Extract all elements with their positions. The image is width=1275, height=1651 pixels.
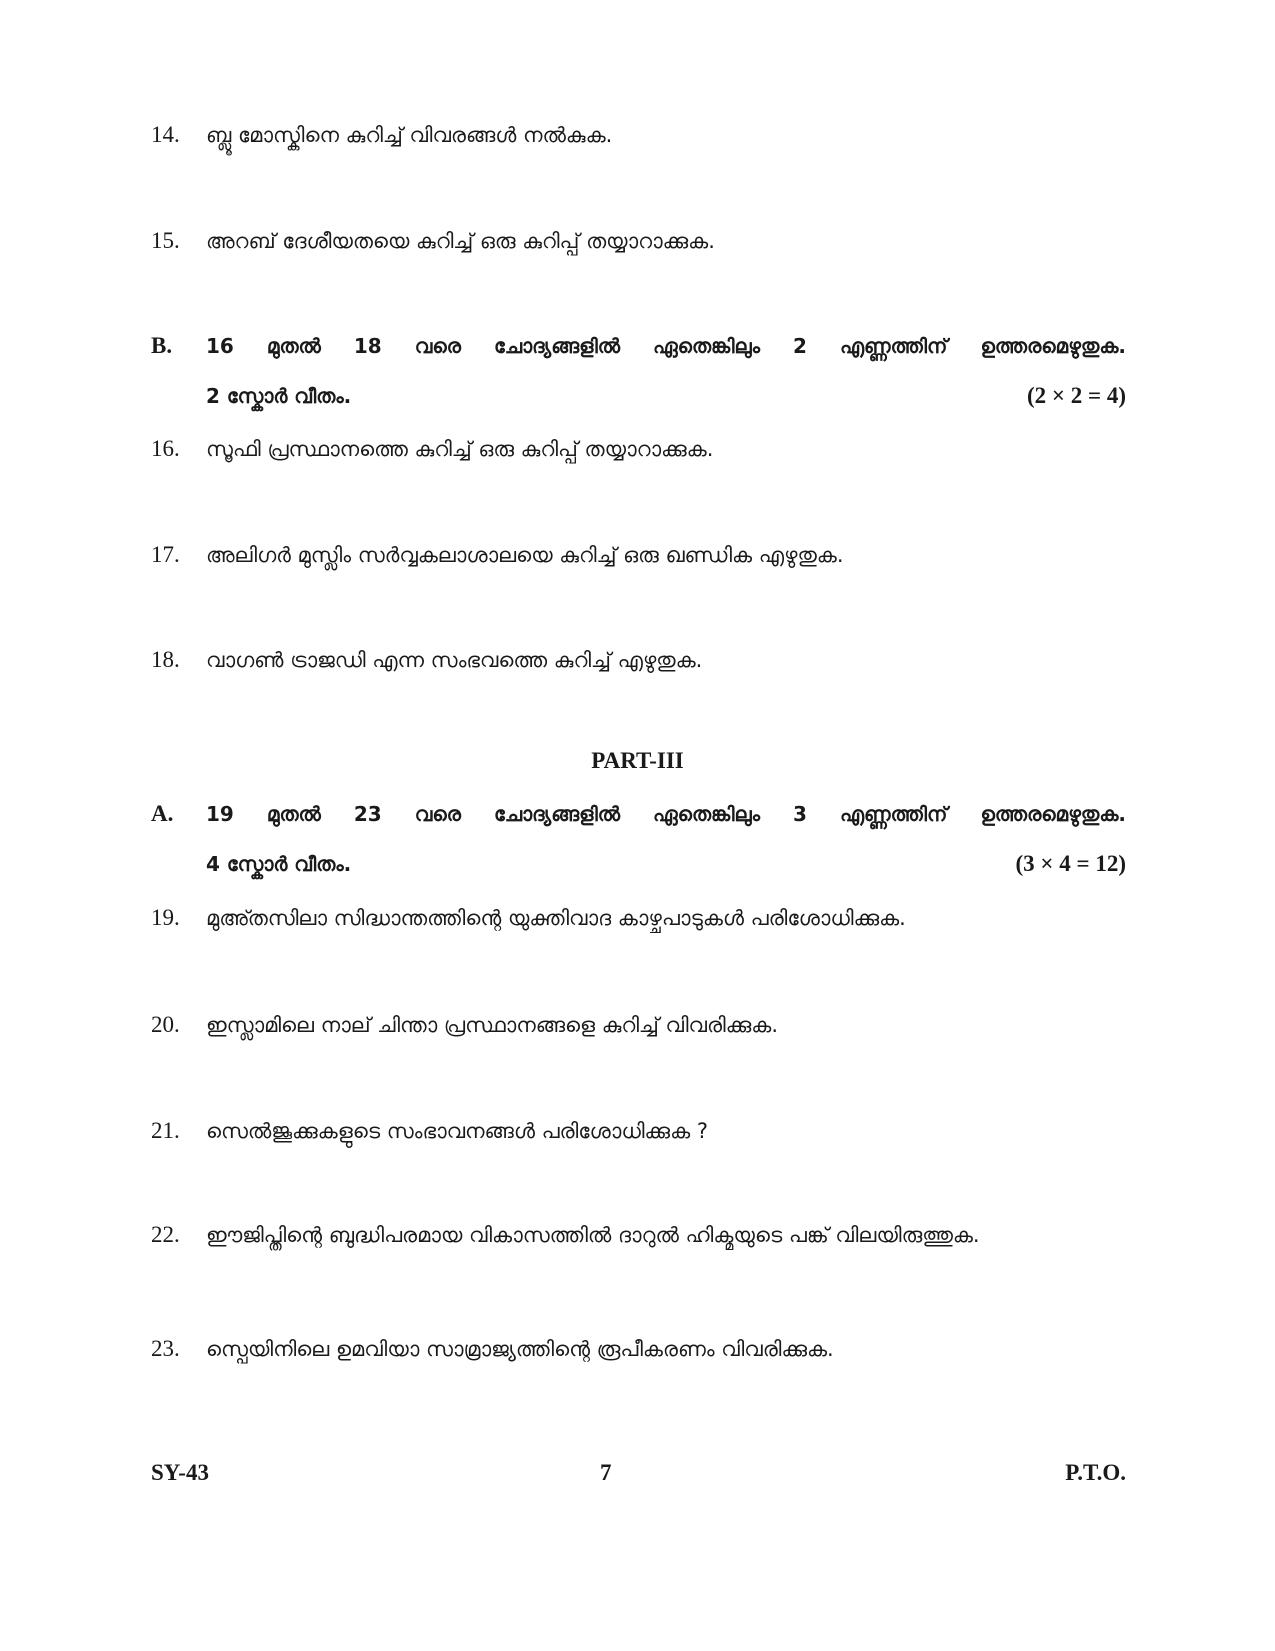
question-number: 16.: [151, 436, 180, 461]
question-text: ഇസ്ലാമിലെ നാല് ചിന്താ പ്രസ്ഥാനങ്ങളെ കുറിച്ച് വിവരിക്കുക.: [206, 1013, 779, 1037]
question-text: അലിഗർ മുസ്ലിം സർവ്വകലാശാലയെ കുറിച്ച് ഒരു ഖണ്ഡിക എഴുതുക.: [206, 543, 844, 567]
part-title: PART-III: [591, 748, 684, 773]
instruction-text: 16 മുതൽ 18 വരെ ചോദ്യങ്ങളിൽ ഏതെങ്കിലും 2 എണ്ണത്തിന് ഉത്തരമെഴുതുക.: [206, 334, 1126, 358]
marks-formula: (2 × 2 = 4): [1026, 383, 1126, 408]
footer-page-number: 7: [600, 1460, 612, 1485]
marks-formula: (3 × 4 = 12): [1015, 851, 1126, 876]
question-number: 19.: [151, 905, 180, 930]
question-number: 17.: [151, 542, 180, 567]
question-text: അറബ് ദേശീയതയെ കുറിച്ച് ഒരു കുറിപ്പ് തയ്യാറാക്കുക.: [206, 229, 715, 253]
question-text: സെൽജൂക്കുകളുടെ സംഭാവനങ്ങൾ പരിശോധിക്കുക ?: [206, 1119, 708, 1143]
question-number: 21.: [151, 1118, 180, 1143]
question-number: 15.: [151, 228, 180, 253]
question-text: ഈജിപ്തിന്റെ ബുദ്ധിപരമായ വികാസത്തിൽ ദാറുൽ ഹിക്മയുടെ പങ്ക് വിലയിരുത്തുക.: [206, 1223, 980, 1247]
question-number: 18.: [151, 647, 180, 672]
section-letter: B.: [151, 333, 173, 358]
instruction-text: 19 മുതൽ 23 വരെ ചോദ്യങ്ങളിൽ ഏതെങ്കിലും 3 എണ്ണത്തിന് ഉത്തരമെഴുതുക.: [206, 802, 1126, 826]
question-text: സ്പെയിനിലെ ഉമവിയാ സാമ്രാജ്യത്തിന്റെ രൂപീകരണം വിവരിക്കുക.: [206, 1337, 834, 1361]
question-number: 20.: [151, 1012, 180, 1037]
question-number: 23.: [151, 1336, 180, 1361]
question-text: വാഗൺ ട്രാജഡി എന്ന സംഭവത്തെ കുറിച്ച് എഴുതുക.: [206, 648, 703, 672]
question-text: സൂഫി പ്രസ്ഥാനത്തെ കുറിച്ച് ഒരു കുറിപ്പ് തയ്യാറാക്കുക.: [206, 437, 714, 461]
footer-pto: P.T.O.: [1065, 1460, 1126, 1485]
section-letter: A.: [151, 801, 174, 826]
footer-code: SY-43: [151, 1460, 209, 1485]
question-number: 14.: [151, 122, 180, 147]
question-number: 22.: [151, 1222, 180, 1247]
score-text: 2 സ്കോർ വീതം.: [206, 384, 352, 408]
question-text: ബ്ലൂ മോസ്കിനെ കുറിച്ച് വിവരങ്ങൾ നൽകുക.: [206, 123, 613, 147]
question-text: മുഅ്തസിലാ സിദ്ധാന്തത്തിന്റെ യുക്തിവാദ കാഴ്ചപാടുകൾ പരിശോധിക്കുക.: [206, 906, 906, 930]
score-text: 4 സ്കോർ വീതം.: [206, 852, 352, 876]
